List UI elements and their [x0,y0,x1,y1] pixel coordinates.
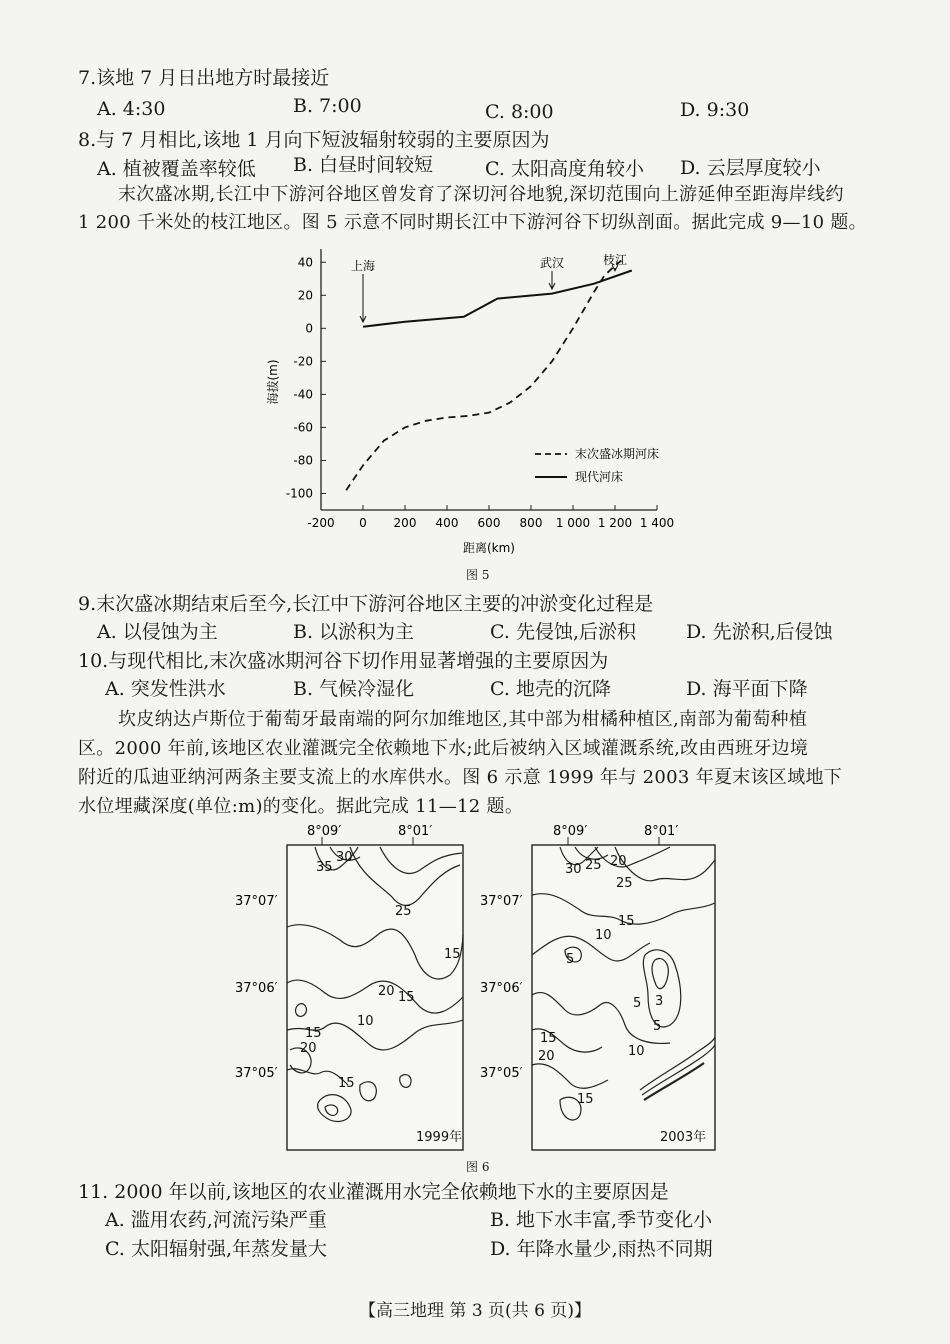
map2003-contour-label: 20 [610,854,627,869]
q8-option-b: B. 白昼时间较短 [293,154,434,176]
passage2-line4: 水位埋藏深度(单位:m)的变化。据此完成 11—12 题。 [78,796,524,817]
map1999-contour-label: 10 [357,1014,374,1029]
place-label: 枝江 [602,252,628,267]
y-tick-label: -100 [285,486,313,501]
map2003-lat-label: 37°06′ [480,981,523,996]
map2003-contour-label: 15 [618,914,635,929]
map1999-lat-label: 37°06′ [235,981,278,996]
map-2003 [532,845,715,1150]
y-tick-label: -40 [293,387,313,402]
q11-option-d: D. 年降水量少,雨热不同期 [490,1238,713,1260]
q10-option-a: A. 突发性洪水 [105,678,226,700]
x-tick-label: 600 [477,516,501,530]
x-tick-label: 200 [393,516,417,530]
q8-option-a: A. 植被覆盖率较低 [97,158,256,180]
q11-option-a: A. 滥用农药,河流污染严重 [105,1209,327,1231]
x-tick-label: -200 [307,516,335,530]
map1999-contour-label: 15 [398,990,415,1005]
legend-label-modern: 现代河床 [575,470,624,484]
map1999-lat-label: 37°07′ [235,894,278,909]
passage2-line1: 坎皮纳达卢斯位于葡萄牙最南端的阿尔加维地区,其中部为柑橘种植区,南部为葡萄种植 [118,709,808,730]
map2003-contour-label: 25 [616,876,633,891]
q10-stem: 10.与现代相比,末次盛冰期河谷下切作用显著增强的主要原因为 [78,650,609,672]
map1999-contour-label: 20 [378,984,395,999]
y-tick-label: 0 [305,321,313,336]
q9-stem: 9.末次盛冰期结束后至今,长江中下游河谷地区主要的冲淤变化过程是 [78,593,654,615]
figure6-caption: 图 6 [466,1160,490,1174]
q9-option-c: C. 先侵蚀,后淤积 [490,621,636,643]
map2003-contour-label: 15 [577,1092,594,1107]
map2003-contour-label: 5 [566,952,575,967]
map2003-contour-label: 3 [655,994,664,1009]
page-footer: 【高三地理 第 3 页(共 6 页)】 [359,1301,591,1321]
q7-option-b: B. 7:00 [293,95,362,117]
y-tick-label: 20 [297,288,313,303]
y-axis-label: 海拔(m) [266,359,280,405]
y-tick-label: 40 [297,255,313,270]
figure6 [230,815,730,1160]
map2003-contour-label: 5 [633,996,642,1011]
legend-label-glacial: 末次盛冰期河床 [575,447,660,461]
q9-option-a: A. 以侵蚀为主 [97,621,218,643]
y-tick-label: -60 [293,420,313,435]
map2003-contour-label: 5 [653,1019,662,1034]
y-tick-label: -80 [293,453,313,468]
q7-stem: 7.该地 7 月日出地方时最接近 [78,67,330,89]
x-tick-label: 1 000 [555,516,591,530]
q8-option-d: D. 云层厚度较小 [680,157,821,179]
passage1-line2: 1 200 千米处的枝江地区。图 5 示意不同时期长江中下游河谷下切纵剖面。据此完成 9—10 题。 [78,212,867,233]
q10-option-d: D. 海平面下降 [686,678,808,700]
map2003-lat-label: 37°07′ [480,894,523,909]
map1999-contour-label: 15 [305,1026,322,1041]
x-axis-label: 距离(km) [462,541,516,555]
q8-stem: 8.与 7 月相比,该地 1 月向下短波辐射较弱的主要原因为 [78,129,550,151]
q11-option-b: B. 地下水丰富,季节变化小 [490,1209,713,1231]
place-label: 武汉 [539,255,565,270]
series-line-modern [363,271,632,327]
map1999-contour-label: 15 [338,1076,355,1091]
place-label: 上海 [350,259,376,274]
x-tick-label: 1 400 [639,516,675,530]
map2003-lon-label: 8°01′ [644,824,679,839]
q7-option-a: A. 4:30 [97,98,166,120]
y-tick-label: -20 [293,354,313,369]
passage2-line2: 区。2000 年前,该地区农业灌溉完全依赖地下水;此后被纳入区域灌溉系统,改由西班牙边境 [78,738,809,759]
map1999-year-label: 1999年 [416,1130,463,1145]
map1999-lat-label: 37°05′ [235,1066,278,1081]
x-tick-label: 400 [435,516,459,530]
map2003-contour-label: 15 [540,1031,557,1046]
figure5-caption: 图 5 [466,568,490,582]
figure5-chart [255,234,695,564]
map2003-lon-label: 8°09′ [553,824,588,839]
q10-option-c: C. 地壳的沉降 [490,678,611,700]
map2003-contour-label: 25 [585,858,602,873]
map1999-lon-label: 8°09′ [307,824,342,839]
map1999-lon-label: 8°01′ [398,824,433,839]
x-tick-label: 1 200 [597,516,633,530]
map1999-contour-label: 20 [300,1041,317,1056]
q11-stem: 11. 2000 年以前,该地区的农业灌溉用水完全依赖地下水的主要原因是 [78,1181,669,1203]
q7-option-d: D. 9:30 [680,99,750,121]
map2003-lat-label: 37°05′ [480,1066,523,1081]
map2003-contour-label: 20 [538,1049,555,1064]
q7-option-c: C. 8:00 [485,101,554,123]
q10-option-b: B. 气候冷湿化 [293,678,415,700]
passage2-line3: 附近的瓜迪亚纳河两条主要支流上的水库供水。图 6 示意 1999 年与 2003 年夏末该区域地下 [78,767,843,788]
map1999-contour-label: 35 [316,860,333,875]
x-tick-label: 0 [359,516,367,530]
map2003-contour-label: 10 [595,928,612,943]
map2003-year-label: 2003年 [660,1130,707,1145]
map2003-contour-label: 30 [565,862,582,877]
map-1999 [287,845,463,1150]
q9-option-b: B. 以淤积为主 [293,621,415,643]
map1999-contour-label: 30 [336,850,353,865]
map1999-contour-label: 15 [444,947,461,962]
q11-option-c: C. 太阳辐射强,年蒸发量大 [105,1238,327,1260]
passage1-line1: 末次盛冰期,长江中下游河谷地区曾发育了深切河谷地貌,深切范围向上游延伸至距海岸线约 [118,184,844,205]
map1999-contour-label: 25 [395,904,412,919]
q9-option-d: D. 先淤积,后侵蚀 [686,621,833,643]
map2003-contour-label: 10 [628,1044,645,1059]
q8-option-c: C. 太阳高度角较小 [485,158,644,180]
x-tick-label: 800 [519,516,543,530]
